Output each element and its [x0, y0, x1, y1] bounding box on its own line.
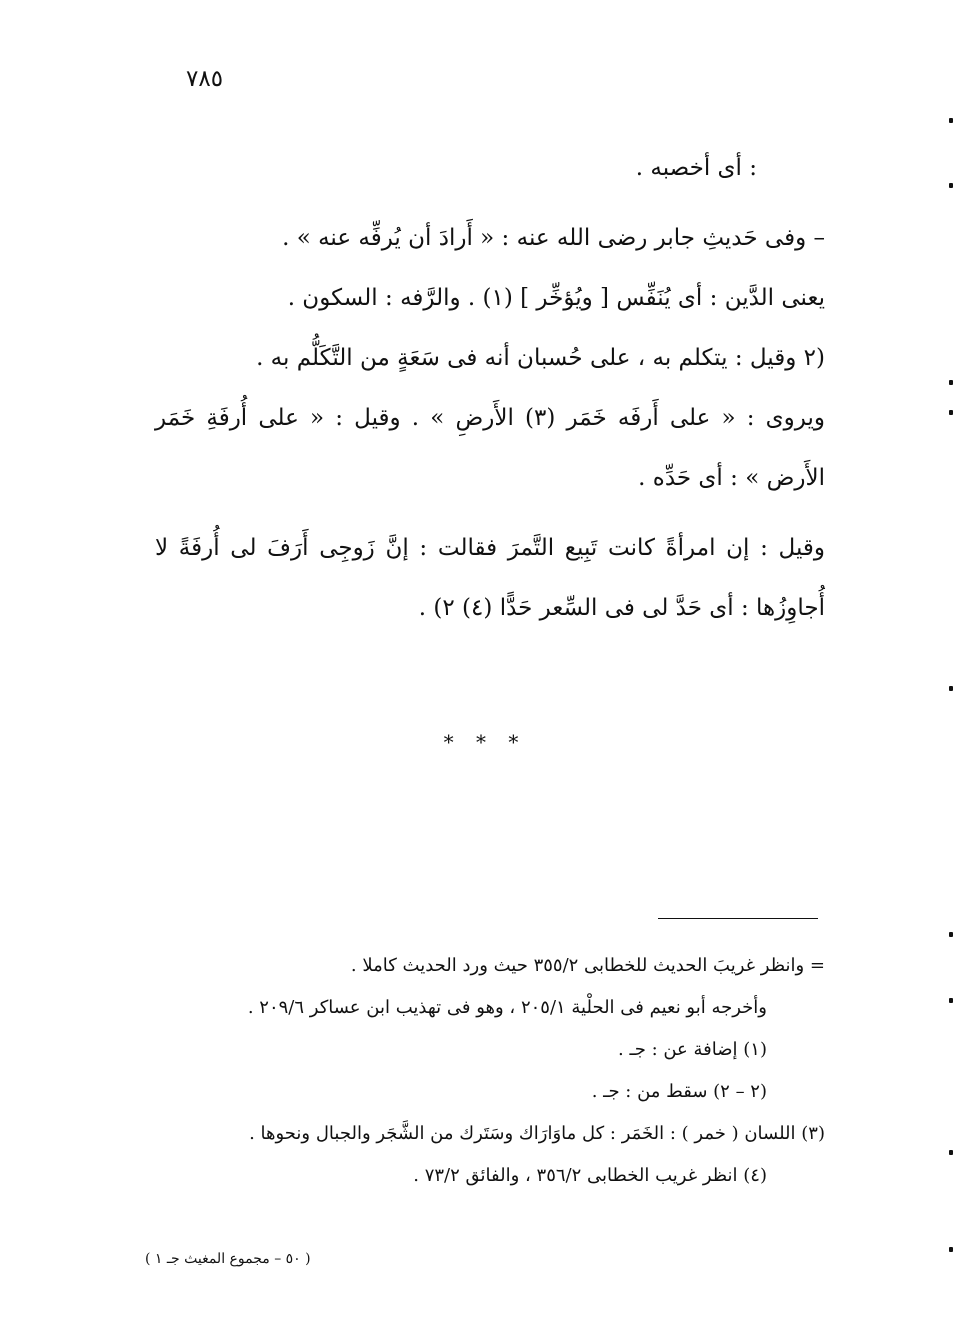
- margin-mark: [949, 998, 953, 1003]
- footnotes: [150, 945, 825, 1197]
- printer-signature: ( ٥٠ – مجموع المغيث جـ ١ ): [145, 1251, 311, 1267]
- section-separator: * * *: [443, 730, 527, 754]
- page-number: ٧٨٥: [186, 66, 224, 92]
- footnote-line: (٤) انظر غريب الخطابى ٣٥٦/٢ ، والفائق ٧٣/٢ .: [413, 1165, 767, 1186]
- margin-mark: [949, 183, 953, 188]
- body-line: ويروى : « على أَرفَه خَمَر (٣) الأَرضِ » . وقيل : « على أُرفَةِ خَمَر الأَرض » : أى حَدِّه .: [155, 405, 825, 491]
- body-line: (٢ وقيل : يتكلم به ، على حُسبان أنه فى سَعَةٍ من التَّكَلُّم به .: [256, 345, 825, 371]
- margin-mark: [949, 380, 953, 385]
- body-line: وقيل : إن امرأةً كانت تَبِيع التَّمرَ فقالت : إنَّ زَوجِى أَرَفَ لى أُرفَةً لا أُجاوِزُها : أى حَدَّ لى فى السِّعر حَدًّا (٤) ٢) .: [155, 535, 825, 621]
- margin-mark: [949, 1247, 953, 1252]
- footnote-line: (٣) اللسان ( خمر ) : الخَمَر : كل ماوَارَاك وسَتَرك من الشَّجَر والجبال ونحوها .: [249, 1123, 825, 1144]
- footnote-divider: [658, 918, 818, 919]
- margin-mark: [949, 932, 953, 937]
- footnote-line: وأخرجه أبو نعيم فى الحلْية ٢٠٥/١ ، وهو فى تهذيب ابن عساكر ٢٠٩/٦ .: [247, 997, 767, 1018]
- footnote-line: = وانظر غريبَ الحديث للخطابى ٣٥٥/٢ حيث ورد الحديث كاملا .: [350, 955, 825, 976]
- margin-mark: [949, 686, 953, 691]
- margin-mark: [949, 118, 953, 123]
- body-line: يعنى الدَّين : أى يُنَفِّس [ ويُؤخِّر ] (١) . والرَّفه : السكون .: [287, 285, 825, 311]
- body-line: – وفى حَديثِ جابر رضى الله عنه : « أَرادَ أن يُرفِّه عنه » .: [282, 225, 825, 251]
- footnote-line: (٢ – ٢) سقط من : جـ .: [591, 1081, 767, 1102]
- footnote-line: (١) إضافة عن : جـ .: [618, 1039, 767, 1060]
- body-line: : أى أخصبه .: [635, 155, 757, 181]
- margin-mark: [949, 410, 953, 415]
- main-text: [155, 138, 825, 638]
- margin-mark: [949, 1150, 953, 1155]
